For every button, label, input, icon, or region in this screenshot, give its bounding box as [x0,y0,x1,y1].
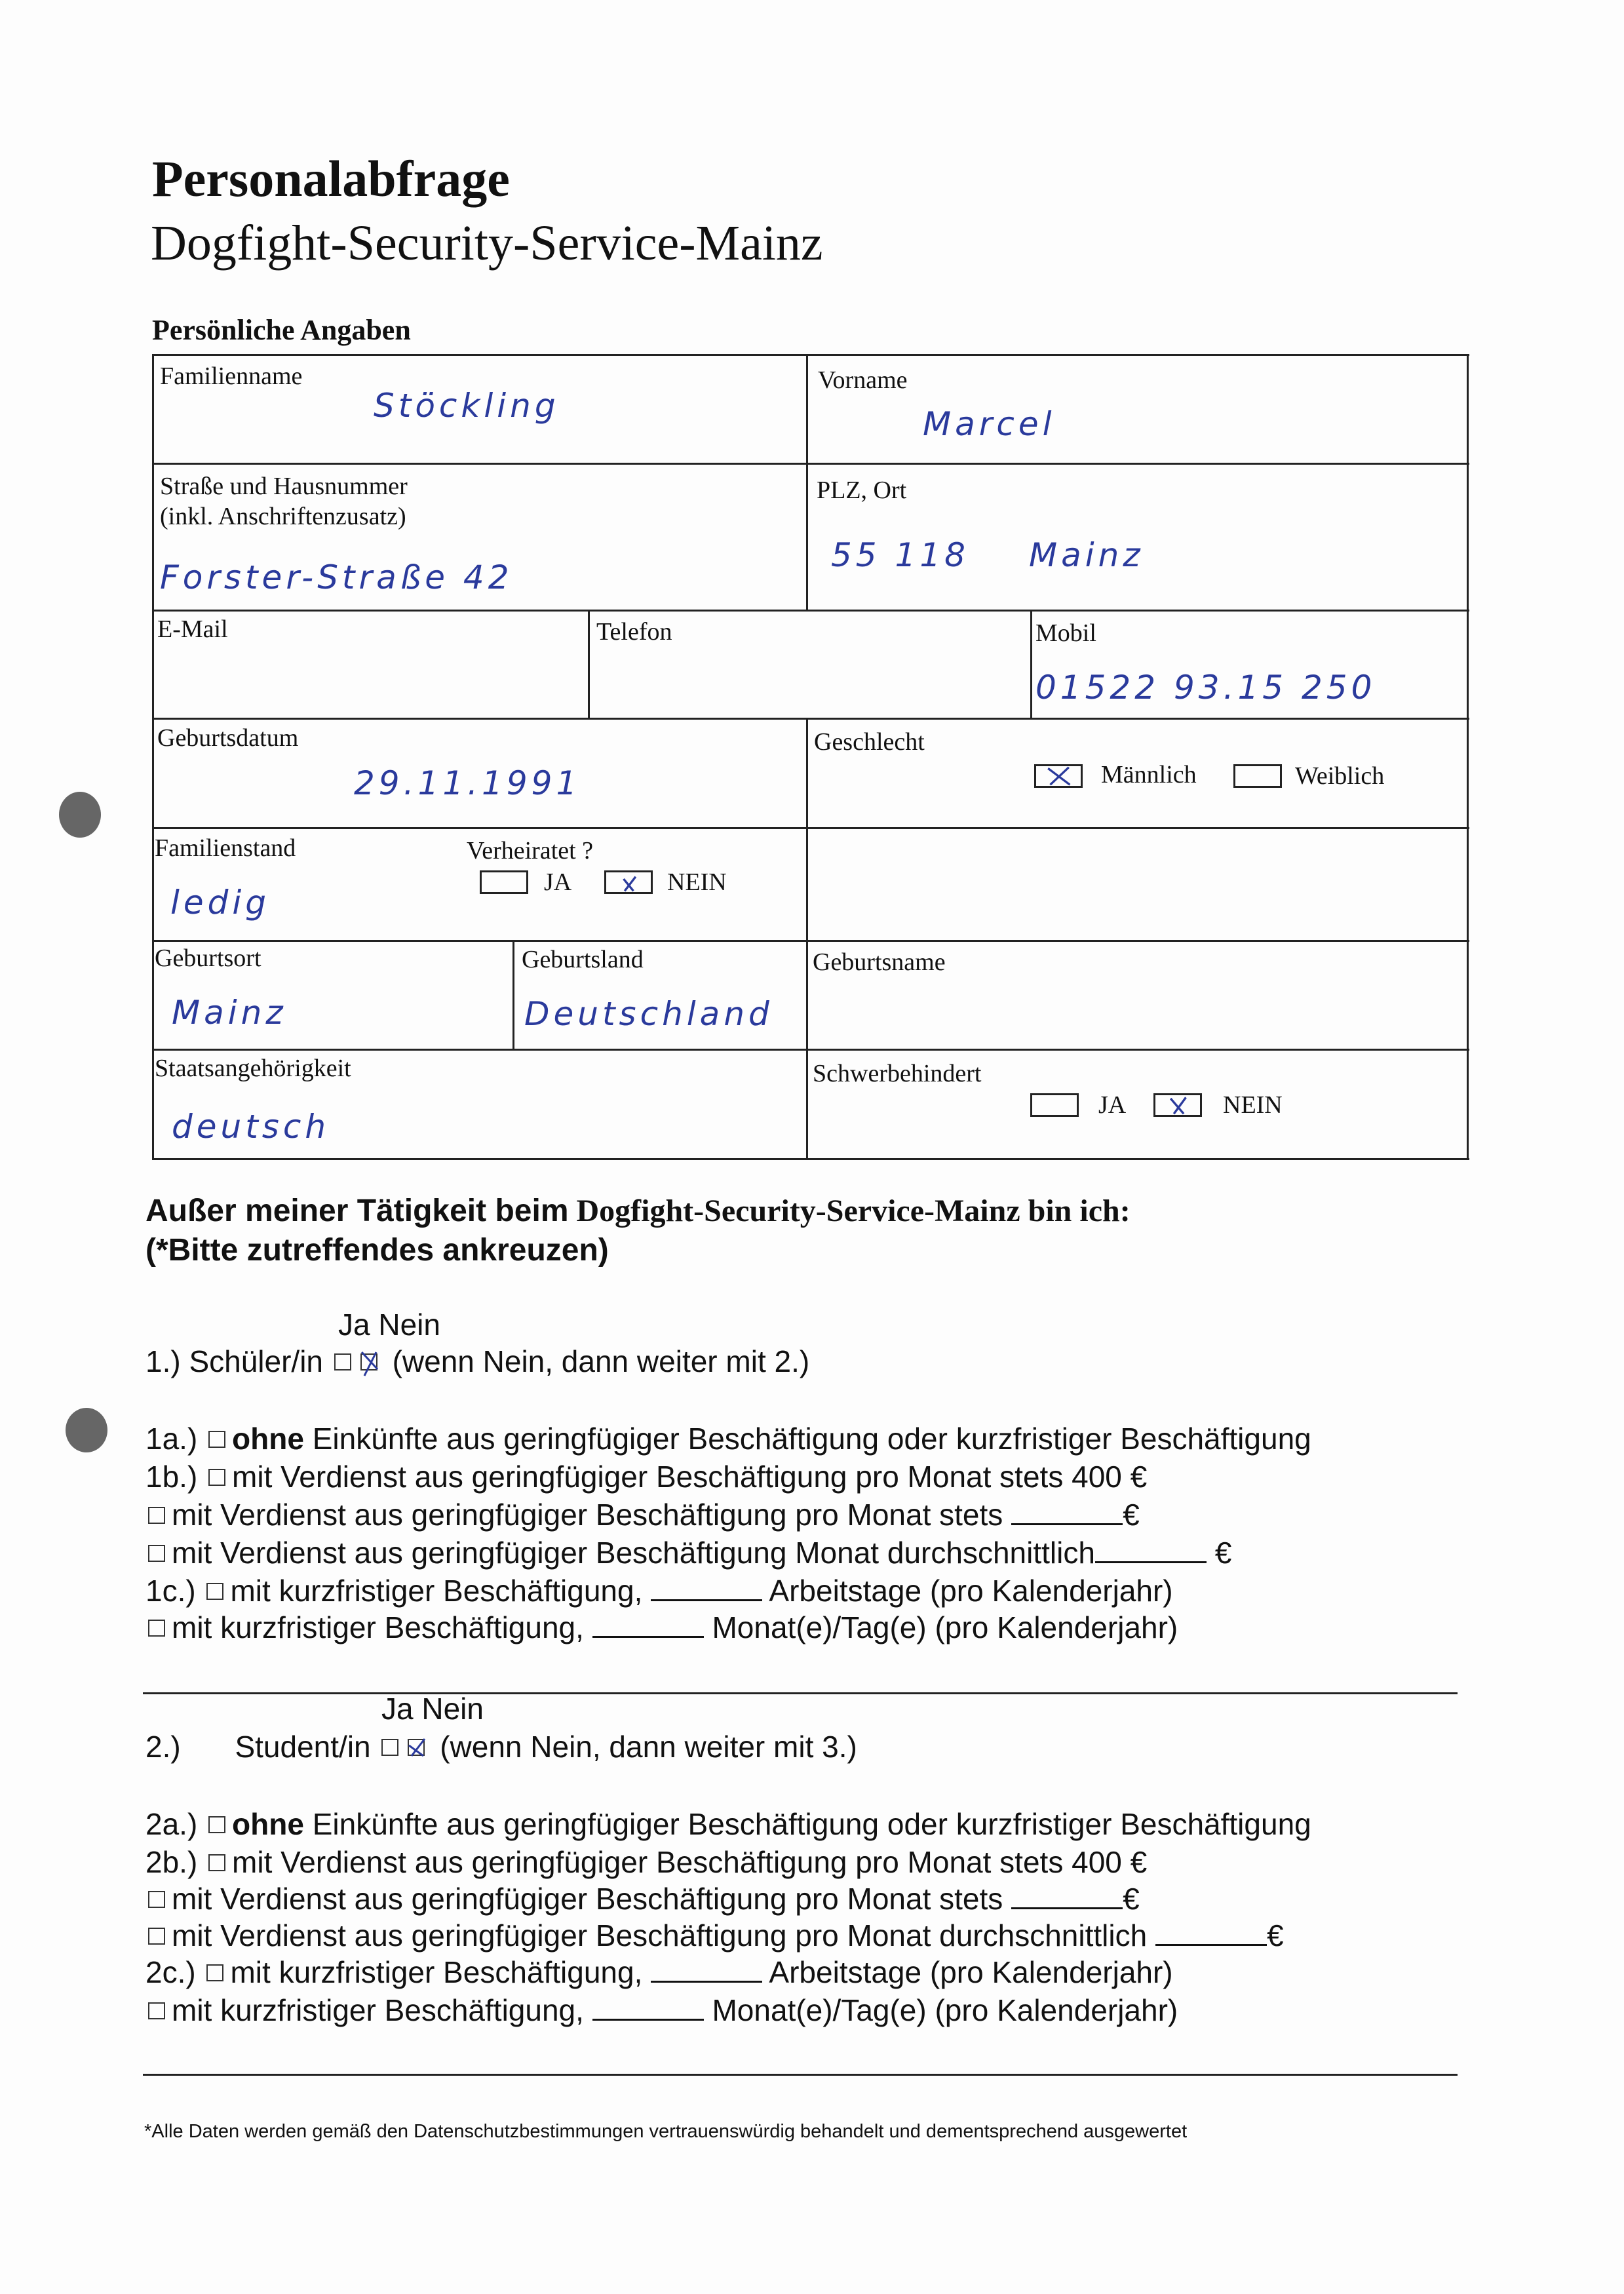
q2b-tail: mit Verdienst aus geringfügiger Beschäftigung pro Monat stets 400 € [232,1845,1148,1879]
weiblich-checkbox[interactable] [1233,764,1282,788]
q2-option-stets [145,1881,1140,1916]
cross-mark-icon [406,1736,427,1759]
q2-option-durchschnittlich [145,1918,1284,1953]
question-2c [145,1954,1173,1990]
geschlecht-label: Geschlecht [814,728,925,756]
q1-monate-label: mit kurzfristiger Beschäftigung, [172,1610,584,1644]
geburtsland-value[interactable]: Deutschland [524,995,773,1033]
vorname-label: Vorname [818,366,908,394]
q1-monate-tail: Monat(e)/Tag(e) (pro Kalenderjahr) [712,1610,1178,1644]
company-name: Dogfight-Security-Service-Mainz [151,216,823,271]
ja-nein-header-1: Ja Nein [338,1308,440,1342]
footnote: *Alle Daten werden gemäß den Datenschutzbestimmungen vertrauenswürdig behandelt und dementsprechend ausgewertet [144,2121,1188,2142]
geburtsort-label: Geburtsort [155,944,261,972]
plz-value[interactable]: 55 118 [831,536,969,574]
q1a-ohne: ohne [232,1422,304,1456]
question-2b [145,1844,1147,1880]
schwerbehindert-nein-checkbox[interactable] [1153,1093,1202,1117]
q1-option-stets [145,1497,1140,1532]
q1a-checkbox[interactable] [208,1431,225,1448]
q1-monate-blank[interactable] [592,1612,704,1638]
divider-1 [143,1692,1458,1694]
maennlich-checkbox[interactable] [1034,764,1083,788]
geburtsland-label: Geburtsland [522,946,644,973]
schwerbehindert-nein-label: NEIN [1223,1091,1283,1119]
strasse-sublabel: (inkl. Anschriftenzusatz) [160,503,406,530]
q2c-checkbox[interactable] [206,1964,223,1981]
q2c-arbeitstage: Arbeitstage (pro Kalenderjahr) [769,1955,1173,1989]
strasse-value[interactable]: Forster-Straße 42 [160,558,513,596]
euro-sign: € [1214,1536,1232,1570]
q1c-prefix: 1c.) [145,1574,196,1608]
punch-hole-top [59,792,101,838]
q2-monate-blank[interactable] [592,1995,704,2021]
verheiratet-nein-label: NEIN [667,868,727,896]
mobil-value[interactable]: 01522 93.15 250 [1035,669,1376,707]
weiblich-label: Weiblich [1295,762,1385,790]
divider-2 [143,2074,1458,2076]
q1-option-durchschnittlich [145,1535,1231,1570]
section2-heading-sans: Außer meiner Tätigkeit beim [145,1194,569,1228]
q1-stets-checkbox[interactable] [148,1507,165,1524]
q2-nein-checkbox[interactable] [408,1739,425,1756]
q1a-tail: Einkünfte aus geringfügiger Beschäftigung oder kurzfristiger Beschäftigung [312,1422,1311,1456]
question-2-num: 2.) [145,1730,181,1764]
schwerbehindert-ja-label: JA [1098,1091,1127,1119]
q1c-checkbox[interactable] [206,1583,223,1600]
familienstand-label: Familienstand [155,834,296,862]
cross-mark-icon [358,1350,381,1378]
geburtsort-value[interactable]: Mainz [172,994,287,1032]
q2c-label: mit kurzfristiger Beschäftigung, [230,1955,643,1989]
email-label: E-Mail [157,615,228,643]
q2c-blank[interactable] [651,1957,762,1983]
plz-label: PLZ, Ort [817,476,907,504]
geburtsdatum-label: Geburtsdatum [157,724,299,752]
q2-stets-checkbox[interactable] [148,1891,165,1908]
q2-monate-checkbox[interactable] [148,2002,165,2019]
geburtsdatum-value[interactable]: 29.11.1991 [354,764,581,802]
q2-durch-blank[interactable] [1155,1920,1267,1946]
q1b-prefix: 1b.) [145,1460,198,1494]
q2-durch-label: mit Verdienst aus geringfügiger Beschäftigung pro Monat durchschnittlich [172,1918,1148,1953]
euro-sign: € [1266,1918,1284,1953]
question-2-label: Student/in [235,1730,371,1764]
q1-ja-checkbox[interactable] [334,1353,351,1371]
q1-durch-label: mit Verdienst aus geringfügiger Beschäftigung Monat durchschnittlich [172,1536,1095,1570]
section2-subheading: (*Bitte zutreffendes ankreuzen) [145,1233,609,1268]
q2a-tail: Einkünfte aus geringfügiger Beschäftigung oder kurzfristiger Beschäftigung [312,1807,1311,1841]
q1c-blank[interactable] [651,1576,762,1601]
cross-mark-icon [1155,1095,1200,1115]
geburtsname-label: Geburtsname [813,948,946,976]
familienname-value[interactable]: Stöckling [374,387,560,425]
section2-heading-serif: Dogfight-Security-Service-Mainz bin ich: [576,1194,1131,1228]
verheiratet-ja-checkbox[interactable] [480,870,528,894]
q2-option-monate [145,1993,1178,2028]
question-1c [145,1573,1173,1608]
verheiratet-ja-label: JA [544,868,572,896]
question-1b [145,1459,1147,1494]
telefon-label: Telefon [596,618,672,646]
q1b-tail: mit Verdienst aus geringfügiger Beschäftigung pro Monat stets 400 € [232,1460,1148,1494]
q1-durch-checkbox[interactable] [148,1545,165,1562]
q2-stets-label: mit Verdienst aus geringfügiger Beschäftigung pro Monat stets [172,1882,1003,1916]
cross-mark-icon [1036,766,1081,786]
q2-durch-checkbox[interactable] [148,1928,165,1945]
verheiratet-label: Verheiratet ? [467,837,594,865]
q2-stets-blank[interactable] [1011,1884,1123,1909]
q1-stets-blank[interactable] [1011,1500,1123,1525]
familienstand-value[interactable]: ledig [170,884,271,922]
q1-durch-blank[interactable] [1095,1538,1207,1563]
section-title: Persönliche Angaben [152,314,411,346]
vorname-value[interactable]: Marcel [923,405,1056,443]
q1c-arbeitstage: Arbeitstage (pro Kalenderjahr) [769,1574,1173,1608]
maennlich-label: Männlich [1101,761,1197,788]
q2b-prefix: 2b.) [145,1845,198,1879]
question-2a [145,1806,1311,1842]
cross-mark-icon [606,872,651,892]
q1-monate-checkbox[interactable] [148,1620,165,1637]
q2-monate-label: mit kurzfristiger Beschäftigung, [172,1993,584,2027]
mobil-label: Mobil [1035,619,1096,647]
q1-stets-label: mit Verdienst aus geringfügiger Beschäftigung pro Monat stets [172,1498,1003,1532]
q2b-checkbox[interactable] [208,1854,225,1871]
strasse-label: Straße und Hausnummer [160,473,408,500]
q1b-checkbox[interactable] [208,1469,225,1486]
staatsangehoerigkeit-value[interactable]: deutsch [172,1108,330,1146]
q2a-prefix: 2a.) [145,1807,198,1841]
verheiratet-nein-checkbox[interactable] [604,870,653,894]
familienname-label: Familienname [160,362,303,390]
q2a-checkbox[interactable] [208,1816,225,1833]
q2a-ohne: ohne [232,1807,304,1841]
schwerbehindert-ja-checkbox[interactable] [1030,1093,1079,1117]
q1-option-monate [145,1610,1178,1645]
euro-sign: € [1123,1882,1140,1916]
euro-sign: € [1123,1498,1140,1532]
ort-value[interactable]: Mainz [1029,536,1144,574]
question-1a [145,1421,1311,1456]
question-1-tail: (wenn Nein, dann weiter mit 2.) [392,1344,810,1378]
punch-hole-bottom [66,1408,107,1452]
schwerbehindert-label: Schwerbehindert [813,1060,982,1087]
question-2 [145,1729,857,1764]
ja-nein-header-2: Ja Nein [381,1692,484,1726]
q2c-prefix: 2c.) [145,1955,196,1989]
q1a-prefix: 1a.) [145,1422,198,1456]
question-1-label: 1.) Schüler/in [145,1344,324,1378]
q2-monate-tail: Monat(e)/Tag(e) (pro Kalenderjahr) [712,1993,1178,2027]
question-2-tail: (wenn Nein, dann weiter mit 3.) [440,1730,857,1764]
page-title: Personalabfrage [152,150,510,207]
section2-heading [145,1193,1131,1229]
q1-nein-checkbox[interactable] [360,1353,377,1371]
question-1 [145,1344,809,1379]
staatsangehoerigkeit-label: Staatsangehörigkeit [155,1055,351,1082]
q1c-label: mit kurzfristiger Beschäftigung, [230,1574,643,1608]
q2-ja-checkbox[interactable] [381,1739,398,1756]
